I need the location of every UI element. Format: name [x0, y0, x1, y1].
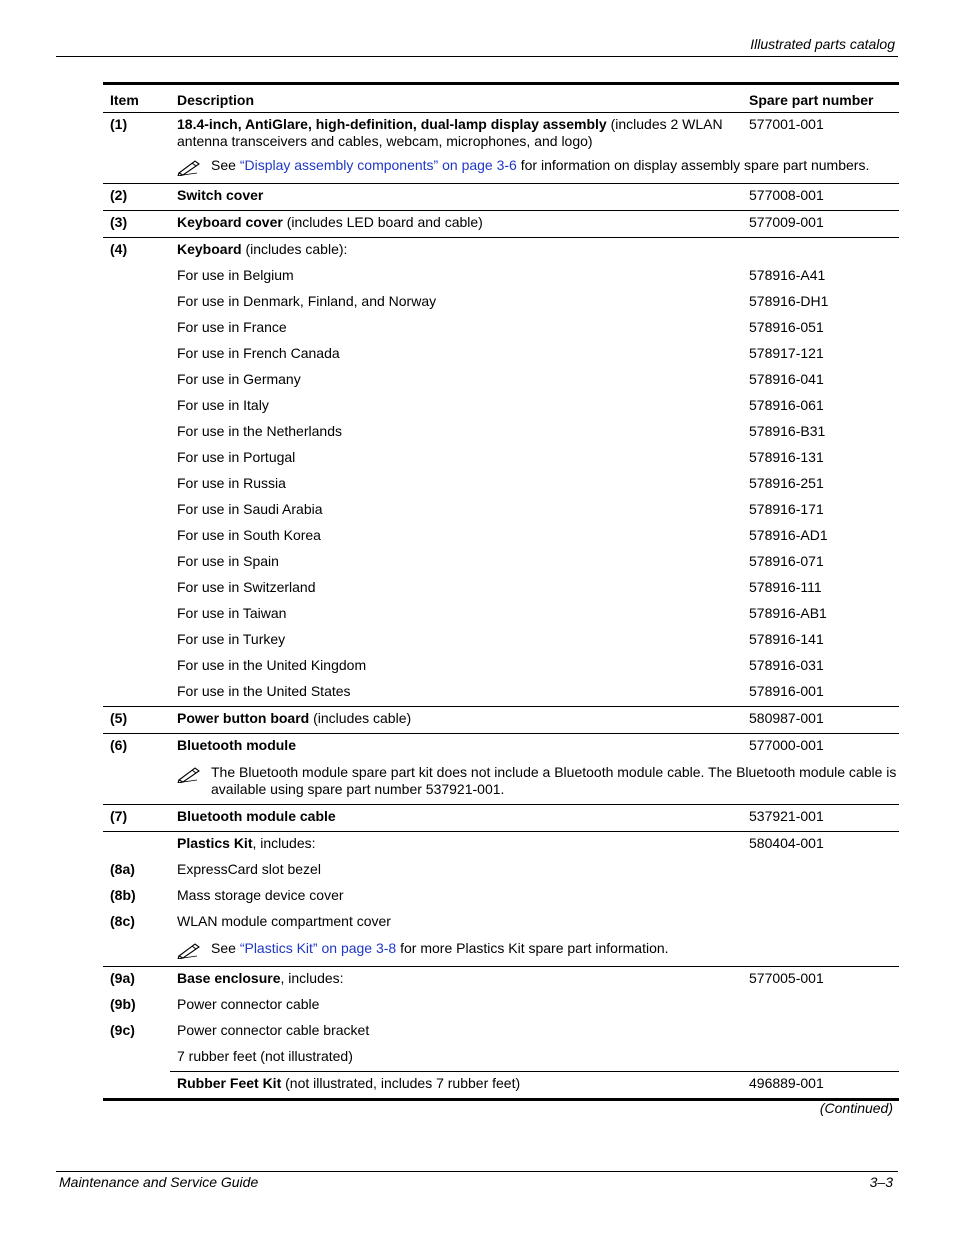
- spare-part-number: 577000-001: [742, 734, 899, 761]
- description-rest: (includes 2 WLAN antenna transceivers and cables, webcam, microphones, and logo): [177, 116, 723, 149]
- table-row: [103, 884, 899, 910]
- description-bold: Power button board: [177, 710, 310, 726]
- spare-part-number: 578916-AD1: [749, 527, 828, 543]
- spare-part-number: 578916-DH1: [749, 293, 829, 309]
- item-number: (8b): [110, 887, 136, 903]
- table-row: [103, 1019, 899, 1045]
- continued-label: (Continued): [819, 1100, 893, 1116]
- spare-part-number: 578916-B31: [749, 423, 826, 439]
- item-number: (8a): [110, 861, 135, 877]
- description-bold: Bluetooth module cable: [177, 808, 336, 824]
- description-rest: (includes cable): [309, 710, 412, 726]
- item-description: [170, 1072, 742, 1100]
- item-description: [170, 832, 742, 859]
- variant-description: For use in South Korea: [177, 527, 321, 543]
- description-bold: Keyboard cover: [177, 214, 283, 230]
- item-number: (3): [103, 211, 170, 238]
- spare-part-number: 578917-121: [749, 345, 824, 361]
- note-row: [103, 153, 899, 184]
- item-description: [170, 211, 742, 238]
- table-row: [103, 832, 899, 859]
- spare-part-number: 578916-071: [749, 553, 824, 569]
- display-components-link[interactable]: “Display assembly components” on page 3-6: [239, 157, 517, 173]
- table-row: [103, 734, 899, 761]
- table-row: [103, 967, 899, 994]
- table-row: [103, 910, 899, 936]
- spare-part-number: 577008-001: [742, 184, 899, 211]
- footer-guide-title: Maintenance and Service Guide: [59, 1174, 259, 1190]
- table-row: [103, 238, 899, 265]
- description-bold: Plastics Kit: [177, 835, 253, 851]
- note-text-pre: See: [211, 157, 240, 173]
- item-description: [170, 113, 742, 154]
- table-row: [103, 805, 899, 832]
- note-cell: [170, 153, 899, 184]
- spare-part-number: 578916-171: [749, 501, 824, 517]
- spare-part-number: 577009-001: [742, 211, 899, 238]
- note-cell: [170, 760, 899, 805]
- spare-part-number: 578916-141: [749, 631, 824, 647]
- subitem-description: 7 rubber feet (not illustrated): [177, 1048, 353, 1064]
- subitem-description: Power connector cable bracket: [177, 1022, 370, 1038]
- subitem-description: Power connector cable: [177, 996, 320, 1012]
- description-bold: Bluetooth module: [177, 737, 296, 753]
- table-row: [103, 993, 899, 1019]
- variant-description: For use in the Netherlands: [177, 423, 342, 439]
- note-pencil-icon: [177, 764, 211, 783]
- variant-description: For use in Saudi Arabia: [177, 501, 323, 517]
- item-number: (1): [110, 116, 128, 132]
- table-row: [103, 113, 899, 154]
- table-row: [103, 290, 899, 316]
- description-bold: Base enclosure: [177, 970, 281, 986]
- table-row: [103, 628, 899, 654]
- variant-description: For use in Taiwan: [177, 605, 287, 621]
- spare-part-number: 578916-251: [749, 475, 824, 491]
- note-row: [103, 760, 899, 805]
- spare-part-number: 578916-051: [749, 319, 824, 335]
- table-row: [103, 446, 899, 472]
- variant-description: For use in Russia: [177, 475, 286, 491]
- spare-part-number: 578916-AB1: [749, 605, 827, 621]
- variant-description: For use in Spain: [177, 553, 279, 569]
- table-row: [103, 472, 899, 498]
- table-row: [103, 576, 899, 602]
- variant-description: For use in Italy: [177, 397, 269, 413]
- description-bold: Keyboard: [177, 241, 242, 257]
- table-row: [103, 394, 899, 420]
- header-rule: [56, 56, 898, 57]
- note-pencil-icon: [177, 157, 211, 176]
- spare-part-number: 578916-111: [749, 579, 822, 595]
- table-row: [103, 680, 899, 707]
- variant-description: For use in Germany: [177, 371, 301, 387]
- description-rest: , includes:: [280, 970, 344, 986]
- spare-part-number: 496889-001: [742, 1072, 899, 1100]
- variant-description: For use in France: [177, 319, 287, 335]
- table-row: [103, 498, 899, 524]
- item-description: [170, 967, 742, 994]
- variant-description: For use in the United Kingdom: [177, 657, 367, 673]
- item-description: [170, 805, 742, 832]
- spare-part-number: 577005-001: [742, 967, 899, 994]
- subitem-description: ExpressCard slot bezel: [177, 861, 321, 877]
- note-text-post: for more Plastics Kit spare part information.: [396, 940, 669, 956]
- variant-description: For use in Denmark, Finland, and Norway: [177, 293, 437, 309]
- item-number: (9c): [110, 1022, 135, 1038]
- spare-part-number: 537921-001: [742, 805, 899, 832]
- item-number: (5): [103, 707, 170, 734]
- item-number: [103, 832, 170, 859]
- item-description: [170, 184, 742, 211]
- table-row: [103, 316, 899, 342]
- note-text: The Bluetooth module spare part kit does not include a Bluetooth module cable. The Bluetooth module cable is available using spare part number 537921-001.: [211, 764, 897, 797]
- item-number: (2): [103, 184, 170, 211]
- description-bold: 18.4-inch, AntiGlare, high-definition, dual-lamp display assembly: [177, 116, 607, 132]
- item-number: (7): [103, 805, 170, 832]
- spare-part-number: 578916-041: [749, 371, 824, 387]
- spare-part-number: 580987-001: [742, 707, 899, 734]
- variant-description: For use in Turkey: [177, 631, 286, 647]
- table-row: [103, 1072, 899, 1100]
- item-number: (9b): [110, 996, 136, 1012]
- description-bold: Switch cover: [177, 187, 264, 203]
- description-rest: (not illustrated, includes 7 rubber feet): [281, 1075, 521, 1091]
- item-number: (4): [103, 238, 170, 265]
- variant-description: For use in the United States: [177, 683, 351, 699]
- item-number: [103, 1045, 170, 1072]
- spare-part-number: 578916-131: [749, 449, 824, 465]
- table-row: [103, 342, 899, 368]
- item-number: (6): [103, 734, 170, 761]
- spare-part-number: 578916-A41: [749, 267, 826, 283]
- subitem-description: Mass storage device cover: [177, 887, 344, 903]
- header-title: Illustrated parts catalog: [750, 36, 895, 52]
- table-row: [103, 211, 899, 238]
- spare-part-number: 578916-031: [749, 657, 824, 673]
- description-rest: (includes cable):: [241, 241, 348, 257]
- table-row: [103, 550, 899, 576]
- description-bold: Rubber Feet Kit: [177, 1075, 282, 1091]
- table-row: [103, 184, 899, 211]
- table-row: [103, 707, 899, 734]
- table-row: [103, 524, 899, 550]
- parts-table: [103, 82, 899, 1101]
- variant-description: For use in Portugal: [177, 449, 296, 465]
- variant-description: For use in French Canada: [177, 345, 340, 361]
- footer-rule: [56, 1171, 898, 1172]
- table-row: [103, 602, 899, 628]
- subitem-description: WLAN module compartment cover: [177, 913, 391, 929]
- description-rest: , includes:: [252, 835, 316, 851]
- header-description: Description: [170, 84, 742, 113]
- plastics-kit-link[interactable]: “Plastics Kit” on page 3-8: [239, 940, 397, 956]
- footer-page-number: 3–3: [869, 1174, 893, 1190]
- spare-part-number: 578916-061: [749, 397, 824, 413]
- variant-description: For use in Switzerland: [177, 579, 316, 595]
- item-number: (9a): [103, 967, 170, 994]
- item-number: [103, 1072, 170, 1100]
- table-header-row: [103, 84, 899, 113]
- spare-part-number: 578916-001: [749, 683, 824, 699]
- item-description: [170, 238, 742, 265]
- table-row: [103, 1045, 899, 1072]
- header-item: Item: [103, 84, 170, 113]
- item-number: (8c): [110, 913, 135, 929]
- table-row: [103, 368, 899, 394]
- table-row: [103, 654, 899, 680]
- header-spare-part: Spare part number: [742, 84, 899, 113]
- note-pencil-icon: [177, 940, 211, 959]
- spare-part-number: 577001-001: [749, 116, 824, 132]
- note-text-pre: See: [211, 940, 240, 956]
- description-rest: (includes LED board and cable): [282, 214, 483, 230]
- item-description: [170, 734, 742, 761]
- spare-part-number: 580404-001: [742, 832, 899, 859]
- note-row: [103, 936, 899, 967]
- note-cell: [170, 936, 899, 967]
- table-row: [103, 858, 899, 884]
- table-row: [103, 420, 899, 446]
- variant-description: For use in Belgium: [177, 267, 294, 283]
- note-text-post: for information on display assembly spare part numbers.: [516, 157, 870, 173]
- spare-part-number: [742, 238, 899, 265]
- item-description: [170, 707, 742, 734]
- table-row: [103, 264, 899, 290]
